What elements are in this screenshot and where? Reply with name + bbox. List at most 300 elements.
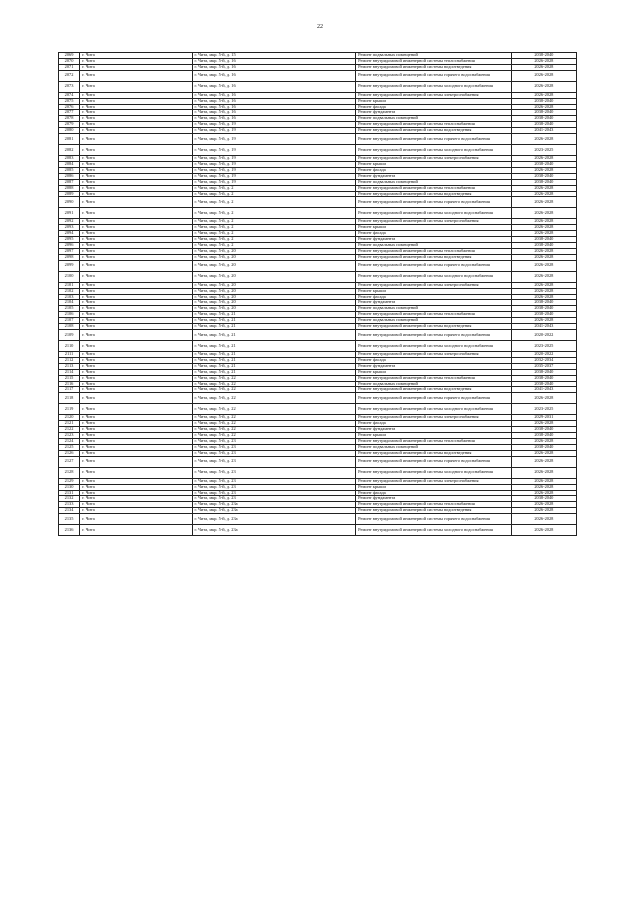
- city-cell: г. Чита: [80, 98, 192, 104]
- city-cell: г. Чита: [80, 173, 192, 179]
- period-cell: 2026-2028: [511, 318, 576, 324]
- work-type-cell: Ремонт фасада: [356, 104, 512, 110]
- period-cell: 2026-2028: [511, 254, 576, 260]
- table-row: [59, 393, 577, 404]
- address-cell: г. Чита, мкр. 5-й, д. 19: [192, 156, 356, 162]
- table-row: [59, 70, 577, 81]
- period-cell: 2026-2028: [511, 104, 576, 110]
- work-type-cell: Ремонт фундамента: [356, 237, 512, 243]
- city-cell: г. Чита: [80, 444, 192, 450]
- work-type-cell: Ремонт внутридомовой инженерной системы горячего водоснабжения: [356, 393, 512, 404]
- work-type-cell: Ремонт внутридомовой инженерной системы теплоснабжения: [356, 248, 512, 254]
- address-cell: г. Чита, мкр. 5-й, д. 21: [192, 312, 356, 318]
- city-cell: г. Чита: [80, 92, 192, 98]
- work-type-cell: Ремонт внутридомовой инженерной системы электроснабжения: [356, 92, 512, 98]
- address-cell: г. Чита, мкр. 5-й, д. 20: [192, 294, 356, 300]
- row-number: 2095: [59, 237, 80, 243]
- table-row: [59, 525, 577, 536]
- address-cell: г. Чита, мкр. 5-й, д. 19: [192, 145, 356, 156]
- row-number: 2117: [59, 387, 80, 393]
- city-cell: г. Чита: [80, 404, 192, 415]
- row-number: 2113: [59, 363, 80, 369]
- work-type-cell: Ремонт подвальных помещений: [356, 243, 512, 249]
- period-cell: 2026-2028: [511, 134, 576, 145]
- row-number: 2078: [59, 116, 80, 122]
- address-cell: г. Чита, мкр. 5-й, д. 20: [192, 248, 356, 254]
- row-number: 2091: [59, 208, 80, 219]
- work-type-cell: Ремонт подвальных помещений: [356, 179, 512, 185]
- period-cell: 2026-2028: [511, 231, 576, 237]
- work-type-cell: Ремонт фундамента: [356, 363, 512, 369]
- row-number: 2129: [59, 478, 80, 484]
- address-cell: г. Чита, мкр. 5-й, д. 2: [192, 237, 356, 243]
- period-cell: 2026-2028: [511, 70, 576, 81]
- city-cell: г. Чита: [80, 243, 192, 249]
- period-cell: 2026-2028: [511, 81, 576, 92]
- row-number: 2101: [59, 282, 80, 288]
- row-number: 2077: [59, 110, 80, 116]
- row-number: 2089: [59, 191, 80, 197]
- period-cell: 2026-2028: [511, 208, 576, 219]
- row-number: 2102: [59, 288, 80, 294]
- address-cell: г. Чита, мкр. 5-й, д. 21: [192, 357, 356, 363]
- period-cell: 2026-2028: [511, 421, 576, 427]
- city-cell: г. Чита: [80, 104, 192, 110]
- period-cell: 2026-2028: [511, 502, 576, 508]
- city-cell: г. Чита: [80, 415, 192, 421]
- work-type-cell: Ремонт внутридомовой инженерной системы водоотведения: [356, 128, 512, 134]
- period-cell: 2038-2040: [511, 110, 576, 116]
- row-number: 2084: [59, 161, 80, 167]
- row-number: 2119: [59, 404, 80, 415]
- row-number: 2096: [59, 243, 80, 249]
- city-cell: г. Чита: [80, 64, 192, 70]
- row-number: 2069: [59, 53, 80, 59]
- work-type-cell: Ремонт внутридомовой инженерной системы водоотведения: [356, 324, 512, 330]
- city-cell: г. Чита: [80, 381, 192, 387]
- work-type-cell: Ремонт крыши: [356, 288, 512, 294]
- address-cell: г. Чита, мкр. 5-й, д. 23: [192, 444, 356, 450]
- row-number: 2130: [59, 484, 80, 490]
- row-number: 2104: [59, 300, 80, 306]
- period-cell: 2038-2040: [511, 369, 576, 375]
- table-row: [59, 467, 577, 478]
- address-cell: г. Чита, мкр. 5-й, д. 20: [192, 288, 356, 294]
- row-number: 2127: [59, 456, 80, 467]
- address-cell: г. Чита, мкр. 5-й, д. 16: [192, 58, 356, 64]
- work-type-cell: Ремонт крыши: [356, 98, 512, 104]
- city-cell: г. Чита: [80, 450, 192, 456]
- work-type-cell: Ремонт фасада: [356, 231, 512, 237]
- period-cell: 2038-2040: [511, 161, 576, 167]
- period-cell: 2023-2025: [511, 341, 576, 352]
- work-type-cell: Ремонт внутридомовой инженерной системы водоотведения: [356, 191, 512, 197]
- city-cell: г. Чита: [80, 156, 192, 162]
- city-cell: г. Чита: [80, 421, 192, 427]
- row-number: 2111: [59, 352, 80, 358]
- city-cell: г. Чита: [80, 231, 192, 237]
- row-number: 2109: [59, 330, 80, 341]
- address-cell: г. Чита, мкр. 5-й, д. 23а: [192, 508, 356, 514]
- work-type-cell: Ремонт внутридомовой инженерной системы холодного водоснабжения: [356, 341, 512, 352]
- city-cell: г. Чита: [80, 81, 192, 92]
- work-type-cell: Ремонт фасада: [356, 294, 512, 300]
- address-cell: г. Чита, мкр. 5-й, д. 22: [192, 375, 356, 381]
- table-row: [59, 514, 577, 525]
- address-cell: г. Чита, мкр. 5-й, д. 16: [192, 98, 356, 104]
- address-cell: г. Чита, мкр. 5-й, д. 16: [192, 92, 356, 98]
- address-cell: г. Чита, мкр. 5-й, д. 22: [192, 433, 356, 439]
- row-number: 2135: [59, 514, 80, 525]
- city-cell: г. Чита: [80, 110, 192, 116]
- table-row: [59, 260, 577, 271]
- work-type-cell: Ремонт фундамента: [356, 496, 512, 502]
- work-type-cell: Ремонт фундамента: [356, 173, 512, 179]
- work-type-cell: Ремонт подвальных помещений: [356, 444, 512, 450]
- period-cell: 2026-2028: [511, 478, 576, 484]
- address-cell: г. Чита, мкр. 5-й, д. 22: [192, 393, 356, 404]
- work-type-cell: Ремонт внутридомовой инженерной системы горячего водоснабжения: [356, 70, 512, 81]
- period-cell: 2035-2037: [511, 363, 576, 369]
- address-cell: г. Чита, мкр. 5-й, д. 20: [192, 254, 356, 260]
- address-cell: г. Чита, мкр. 5-й, д. 2: [192, 231, 356, 237]
- table-row: [59, 330, 577, 341]
- row-number: 2116: [59, 381, 80, 387]
- address-cell: г. Чита, мкр. 5-й, д. 23: [192, 456, 356, 467]
- work-schedule-table: [58, 52, 577, 536]
- row-number: 2124: [59, 438, 80, 444]
- row-number: 2121: [59, 421, 80, 427]
- city-cell: г. Чита: [80, 484, 192, 490]
- table-body: [59, 53, 577, 536]
- period-cell: 2038-2040: [511, 98, 576, 104]
- work-type-cell: Ремонт внутридомовой инженерной системы электроснабжения: [356, 282, 512, 288]
- city-cell: г. Чита: [80, 324, 192, 330]
- city-cell: г. Чита: [80, 318, 192, 324]
- city-cell: г. Чита: [80, 369, 192, 375]
- row-number: 2126: [59, 450, 80, 456]
- address-cell: г. Чита, мкр. 5-й, д. 16: [192, 70, 356, 81]
- work-type-cell: Ремонт фасада: [356, 167, 512, 173]
- row-number: 2081: [59, 134, 80, 145]
- address-cell: г. Чита, мкр. 5-й, д. 21: [192, 341, 356, 352]
- work-type-cell: Ремонт внутридомовой инженерной системы водоотведения: [356, 387, 512, 393]
- row-number: 2123: [59, 433, 80, 439]
- city-cell: г. Чита: [80, 179, 192, 185]
- work-type-cell: Ремонт подвальных помещений: [356, 381, 512, 387]
- city-cell: г. Чита: [80, 271, 192, 282]
- period-cell: 2038-2040: [511, 243, 576, 249]
- city-cell: г. Чита: [80, 134, 192, 145]
- row-number: 2100: [59, 271, 80, 282]
- work-type-cell: Ремонт внутридомовой инженерной системы холодного водоснабжения: [356, 208, 512, 219]
- row-number: 2083: [59, 156, 80, 162]
- period-cell: 2038-2040: [511, 306, 576, 312]
- work-type-cell: Ремонт подвальных помещений: [356, 53, 512, 59]
- city-cell: г. Чита: [80, 456, 192, 467]
- city-cell: г. Чита: [80, 116, 192, 122]
- address-cell: г. Чита, мкр. 5-й, д. 23: [192, 467, 356, 478]
- period-cell: 2026-2028: [511, 282, 576, 288]
- period-cell: 2026-2028: [511, 271, 576, 282]
- address-cell: г. Чита, мкр. 5-й, д. 20: [192, 271, 356, 282]
- period-cell: 2026-2028: [511, 197, 576, 208]
- address-cell: г. Чита, мкр. 5-й, д. 2: [192, 225, 356, 231]
- work-type-cell: Ремонт внутридомовой инженерной системы водоотведения: [356, 64, 512, 70]
- period-cell: 2026-2028: [511, 185, 576, 191]
- address-cell: г. Чита, мкр. 5-й, д. 2: [192, 208, 356, 219]
- period-cell: 2038-2040: [511, 300, 576, 306]
- row-number: 2110: [59, 341, 80, 352]
- address-cell: г. Чита, мкр. 5-й, д. 20: [192, 260, 356, 271]
- period-cell: 2026-2028: [511, 490, 576, 496]
- period-cell: 2026-2028: [511, 508, 576, 514]
- period-cell: 2026-2028: [511, 64, 576, 70]
- city-cell: г. Чита: [80, 467, 192, 478]
- period-cell: 2041-2043: [511, 128, 576, 134]
- work-type-cell: Ремонт внутридомовой инженерной системы горячего водоснабжения: [356, 134, 512, 145]
- table-row: [59, 134, 577, 145]
- work-type-cell: Ремонт подвальных помещений: [356, 306, 512, 312]
- address-cell: г. Чита, мкр. 5-й, д. 19: [192, 179, 356, 185]
- period-cell: 2038-2040: [511, 496, 576, 502]
- period-cell: 2026-2028: [511, 456, 576, 467]
- row-number: 2071: [59, 64, 80, 70]
- city-cell: г. Чита: [80, 363, 192, 369]
- period-cell: 2026-2028: [511, 484, 576, 490]
- period-cell: 2038-2040: [511, 179, 576, 185]
- row-number: 2085: [59, 167, 80, 173]
- table-row: [59, 208, 577, 219]
- work-type-cell: Ремонт фундамента: [356, 427, 512, 433]
- period-cell: 2038-2040: [511, 122, 576, 128]
- city-cell: г. Чита: [80, 294, 192, 300]
- row-number: 2134: [59, 508, 80, 514]
- address-cell: г. Чита, мкр. 5-й, д. 22: [192, 381, 356, 387]
- city-cell: г. Чита: [80, 145, 192, 156]
- city-cell: г. Чита: [80, 357, 192, 363]
- work-type-cell: Ремонт внутридомовой инженерной системы теплоснабжения: [356, 438, 512, 444]
- row-number: 2075: [59, 98, 80, 104]
- work-type-cell: Ремонт крыши: [356, 369, 512, 375]
- period-cell: 2026-2028: [511, 92, 576, 98]
- period-cell: 2041-2043: [511, 387, 576, 393]
- work-type-cell: Ремонт фасада: [356, 357, 512, 363]
- address-cell: г. Чита, мкр. 5-й, д. 23а: [192, 514, 356, 525]
- period-cell: 2026-2028: [511, 58, 576, 64]
- period-cell: 2041-2043: [511, 324, 576, 330]
- address-cell: г. Чита, мкр. 5-й, д. 23: [192, 450, 356, 456]
- address-cell: г. Чита, мкр. 5-й, д. 2: [192, 243, 356, 249]
- address-cell: г. Чита, мкр. 5-й, д. 20: [192, 282, 356, 288]
- period-cell: 2026-2028: [511, 167, 576, 173]
- work-type-cell: Ремонт фасада: [356, 490, 512, 496]
- period-cell: 2026-2028: [511, 219, 576, 225]
- address-cell: г. Чита, мкр. 5-й, д. 21: [192, 330, 356, 341]
- table-row: [59, 145, 577, 156]
- address-cell: г. Чита, мкр. 5-й, д. 20: [192, 306, 356, 312]
- city-cell: г. Чита: [80, 185, 192, 191]
- address-cell: г. Чита, мкр. 5-й, д. 22: [192, 387, 356, 393]
- work-type-cell: Ремонт внутридомовой инженерной системы горячего водоснабжения: [356, 514, 512, 525]
- work-type-cell: Ремонт внутридомовой инженерной системы электроснабжения: [356, 156, 512, 162]
- address-cell: г. Чита, мкр. 5-й, д. 21: [192, 352, 356, 358]
- address-cell: г. Чита, мкр. 5-й, д. 16: [192, 81, 356, 92]
- address-cell: г. Чита, мкр. 5-й, д. 22: [192, 421, 356, 427]
- address-cell: г. Чита, мкр. 5-й, д. 22: [192, 415, 356, 421]
- work-type-cell: Ремонт внутридомовой инженерной системы теплоснабжения: [356, 122, 512, 128]
- address-cell: г. Чита, мкр. 5-й, д. 21: [192, 318, 356, 324]
- city-cell: г. Чита: [80, 525, 192, 536]
- address-cell: г. Чита, мкр. 5-й, д. 19: [192, 122, 356, 128]
- address-cell: г. Чита, мкр. 5-й, д. 22: [192, 427, 356, 433]
- period-cell: 2032-2034: [511, 357, 576, 363]
- city-cell: г. Чита: [80, 341, 192, 352]
- city-cell: г. Чита: [80, 282, 192, 288]
- work-type-cell: Ремонт подвальных помещений: [356, 116, 512, 122]
- work-type-cell: Ремонт внутридомовой инженерной системы холодного водоснабжения: [356, 81, 512, 92]
- work-type-cell: Ремонт внутридомовой инженерной системы холодного водоснабжения: [356, 271, 512, 282]
- city-cell: г. Чита: [80, 58, 192, 64]
- work-type-cell: Ремонт внутридомовой инженерной системы теплоснабжения: [356, 185, 512, 191]
- row-number: 2107: [59, 318, 80, 324]
- address-cell: г. Чита, мкр. 5-й, д. 19: [192, 134, 356, 145]
- address-cell: г. Чита, мкр. 5-й, д. 2: [192, 197, 356, 208]
- city-cell: г. Чита: [80, 306, 192, 312]
- work-type-cell: Ремонт внутридомовой инженерной системы электроснабжения: [356, 219, 512, 225]
- period-cell: 2038-2040: [511, 116, 576, 122]
- period-cell: 2026-2028: [511, 438, 576, 444]
- work-type-cell: Ремонт фасада: [356, 421, 512, 427]
- row-number: 2092: [59, 219, 80, 225]
- address-cell: г. Чита, мкр. 5-й, д. 23: [192, 438, 356, 444]
- city-cell: г. Чита: [80, 128, 192, 134]
- row-number: 2087: [59, 179, 80, 185]
- work-type-cell: Ремонт внутридомовой инженерной системы горячего водоснабжения: [356, 330, 512, 341]
- city-cell: г. Чита: [80, 161, 192, 167]
- address-cell: г. Чита, мкр. 5-й, д. 23: [192, 478, 356, 484]
- work-type-cell: Ремонт крыши: [356, 433, 512, 439]
- row-number: 2082: [59, 145, 80, 156]
- address-cell: г. Чита, мкр. 5-й, д. 16: [192, 116, 356, 122]
- period-cell: 2038-2040: [511, 433, 576, 439]
- period-cell: 2029-2031: [511, 415, 576, 421]
- city-cell: г. Чита: [80, 514, 192, 525]
- city-cell: г. Чита: [80, 393, 192, 404]
- work-type-cell: Ремонт внутридомовой инженерной системы горячего водоснабжения: [356, 260, 512, 271]
- work-type-cell: Ремонт крыши: [356, 161, 512, 167]
- city-cell: г. Чита: [80, 490, 192, 496]
- city-cell: г. Чита: [80, 53, 192, 59]
- period-cell: 2026-2028: [511, 450, 576, 456]
- city-cell: г. Чита: [80, 197, 192, 208]
- period-cell: 2026-2028: [511, 156, 576, 162]
- city-cell: г. Чита: [80, 508, 192, 514]
- city-cell: г. Чита: [80, 288, 192, 294]
- address-cell: г. Чита, мкр. 5-й, д. 21: [192, 363, 356, 369]
- work-type-cell: Ремонт внутридомовой инженерной системы холодного водоснабжения: [356, 525, 512, 536]
- city-cell: г. Чита: [80, 237, 192, 243]
- row-number: 2114: [59, 369, 80, 375]
- row-number: 2112: [59, 357, 80, 363]
- address-cell: г. Чита, мкр. 5-й, д. 23а: [192, 525, 356, 536]
- city-cell: г. Чита: [80, 225, 192, 231]
- table-row: [59, 197, 577, 208]
- row-number: 2103: [59, 294, 80, 300]
- address-cell: г. Чита, мкр. 5-й, д. 23: [192, 496, 356, 502]
- work-type-cell: Ремонт внутридомовой инженерной системы водоотведения: [356, 450, 512, 456]
- city-cell: г. Чита: [80, 219, 192, 225]
- row-number: 2097: [59, 248, 80, 254]
- table-row: [59, 81, 577, 92]
- period-cell: 2026-2028: [511, 288, 576, 294]
- period-cell: 2038-2040: [511, 375, 576, 381]
- address-cell: г. Чита, мкр. 5-й, д. 22: [192, 404, 356, 415]
- city-cell: г. Чита: [80, 502, 192, 508]
- address-cell: г. Чита, мкр. 5-й, д. 19: [192, 173, 356, 179]
- work-type-cell: Ремонт фундамента: [356, 300, 512, 306]
- period-cell: 2026-2028: [511, 525, 576, 536]
- city-cell: г. Чита: [80, 300, 192, 306]
- row-number: 2080: [59, 128, 80, 134]
- row-number: 2115: [59, 375, 80, 381]
- row-number: 2108: [59, 324, 80, 330]
- period-cell: 2023-2025: [511, 404, 576, 415]
- table-row: [59, 341, 577, 352]
- address-cell: г. Чита, мкр. 5-й, д. 2: [192, 219, 356, 225]
- work-type-cell: Ремонт внутридомовой инженерной системы теплоснабжения: [356, 502, 512, 508]
- work-type-cell: Ремонт подвальных помещений: [356, 318, 512, 324]
- row-number: 2074: [59, 92, 80, 98]
- address-cell: г. Чита, мкр. 5-й, д. 16: [192, 104, 356, 110]
- address-cell: г. Чита, мкр. 5-й, д. 23: [192, 490, 356, 496]
- address-cell: г. Чита, мкр. 5-й, д. 23а: [192, 502, 356, 508]
- work-type-cell: Ремонт фундамента: [356, 110, 512, 116]
- city-cell: г. Чита: [80, 122, 192, 128]
- city-cell: г. Чита: [80, 191, 192, 197]
- work-type-cell: Ремонт внутридомовой инженерной системы холодного водоснабжения: [356, 404, 512, 415]
- work-type-cell: Ремонт внутридомовой инженерной системы водоотведения: [356, 508, 512, 514]
- work-type-cell: Ремонт внутридомовой инженерной системы электроснабжения: [356, 352, 512, 358]
- city-cell: г. Чита: [80, 254, 192, 260]
- city-cell: г. Чита: [80, 375, 192, 381]
- row-number: 2076: [59, 104, 80, 110]
- period-cell: 2026-2028: [511, 248, 576, 254]
- row-number: 2122: [59, 427, 80, 433]
- period-cell: 2038-2040: [511, 381, 576, 387]
- period-cell: 2026-2028: [511, 294, 576, 300]
- address-cell: г. Чита, мкр. 5-й, д. 2: [192, 191, 356, 197]
- work-type-cell: Ремонт внутридомовой инженерной системы теплоснабжения: [356, 312, 512, 318]
- address-cell: г. Чита, мкр. 5-й, д. 19: [192, 161, 356, 167]
- period-cell: 2038-2040: [511, 312, 576, 318]
- period-cell: 2026-2028: [511, 467, 576, 478]
- row-number: 2128: [59, 467, 80, 478]
- city-cell: г. Чита: [80, 167, 192, 173]
- work-type-cell: Ремонт внутридомовой инженерной системы горячего водоснабжения: [356, 197, 512, 208]
- work-type-cell: Ремонт внутридомовой инженерной системы горячего водоснабжения: [356, 456, 512, 467]
- period-cell: 2038-2040: [511, 237, 576, 243]
- page-number: 22: [317, 24, 323, 30]
- work-type-cell: Ремонт внутридомовой инженерной системы теплоснабжения: [356, 58, 512, 64]
- city-cell: г. Чита: [80, 312, 192, 318]
- period-cell: 2026-2028: [511, 191, 576, 197]
- row-number: 2106: [59, 312, 80, 318]
- city-cell: г. Чита: [80, 387, 192, 393]
- address-cell: г. Чита, мкр. 5-й, д. 16: [192, 64, 356, 70]
- address-cell: г. Чита, мкр. 5-й, д. 16: [192, 110, 356, 116]
- address-cell: г. Чита, мкр. 5-й, д. 19: [192, 167, 356, 173]
